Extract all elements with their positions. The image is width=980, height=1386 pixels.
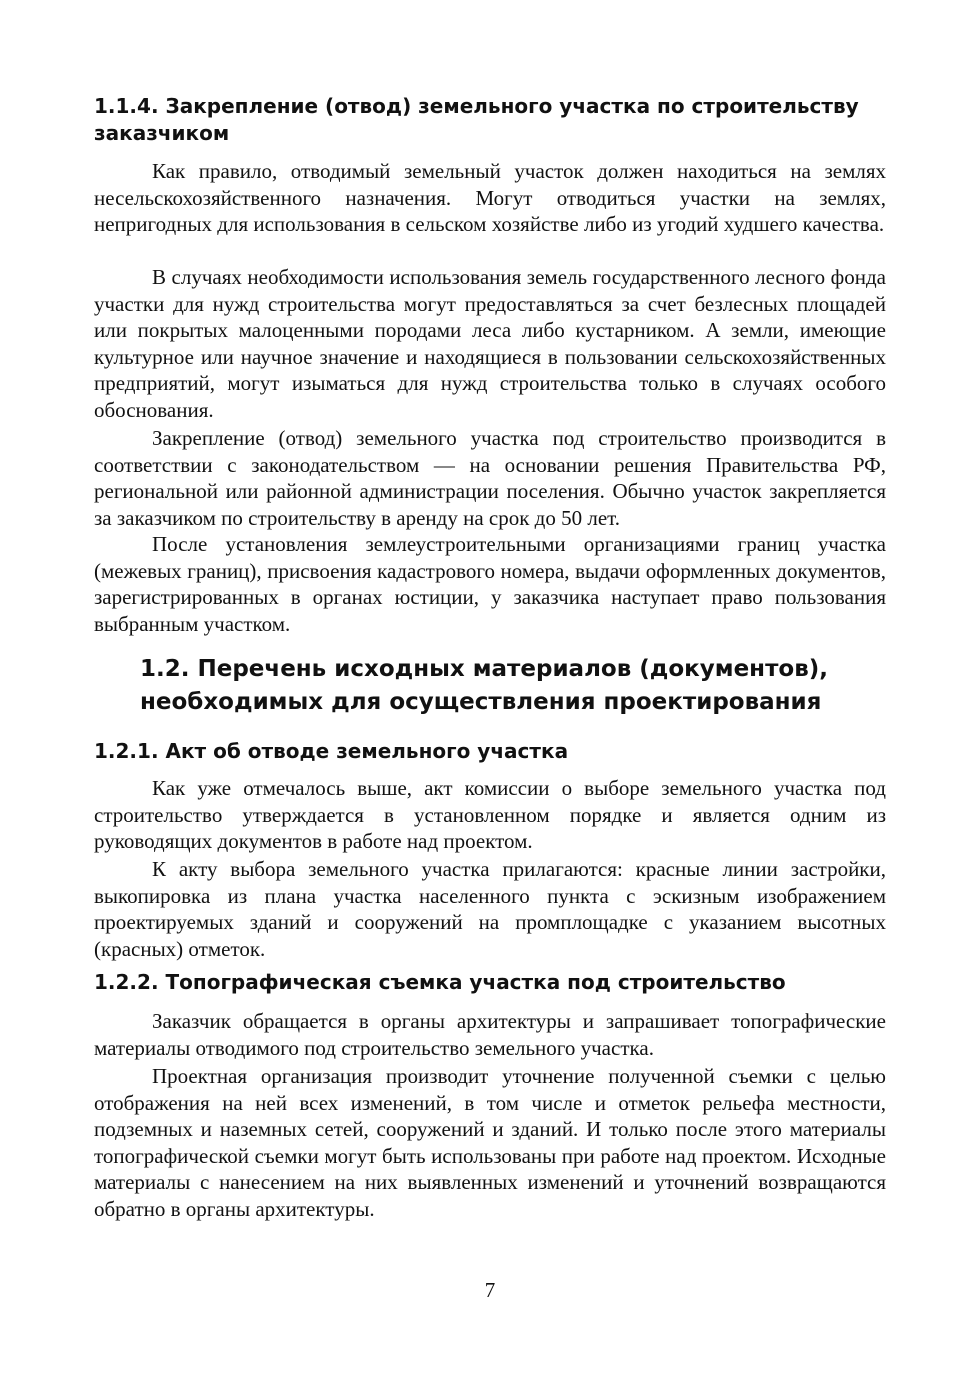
paragraph: После установления землеустроительными организациями границ участка (межевых границ), присвоения кадастрового номера, выдачи оформленных документов, зарегистрированных в органах юстиции, у заказчика наступает право пользования выбранным участком. (94, 532, 886, 636)
paragraph: Как уже отмечалось выше, акт комиссии о выборе земельного участка под строительство утверждается в установленном порядке и является одним из руководящих документов в работе над проектом. (94, 776, 886, 853)
heading-1-2-2: 1.2.2. Топографическая съемка участка под строительство (94, 970, 786, 994)
heading-1-1-4: 1.1.4. Закрепление (отвод) земельного участка по строительству заказчиком (94, 94, 859, 145)
paragraph: Заказчик обращается в органы архитектуры и запрашивает топографические материалы отводимого под строительство земельного участка. (94, 1009, 886, 1060)
paragraph: К акту выбора земельного участка прилагаются: красные линии застройки, выкопировка из плана участка населенного пункта с эскизным изображением проектируемых зданий и сооружений на промплощадке с указанием высотных (красных) отметок. (94, 857, 886, 961)
paragraph: Как правило, отводимый земельный участок должен находиться на землях несельскохозяйственного назначения. Могут отводиться участки на землях, непригодных для использования в сельском хозяйстве либо из угодий худшего качества. (94, 159, 886, 236)
heading-1-2-1: 1.2.1. Акт об отводе земельного участка (94, 739, 569, 763)
heading-1-2: 1.2. Перечень исходных материалов (документов), необходимых для осуществления проектирования (140, 656, 829, 715)
paragraph: Закрепление (отвод) земельного участка под строительство производится в соответствии с законодательством — на основании решения Правительства РФ, региональной или районной администрации поселения. Обычно участок закрепляется за заказчиком по строительству в аренду на срок до 50 лет. (94, 426, 886, 530)
paragraph: В случаях необходимости использования земель государственного лесного фонда участки для нужд строительства могут предоставляться за счет безлесных площадей или покрытых малоценными породами леса либо кустарником. А земли, имеющие культурное или научное значение и находящиеся в пользовании сельскохозяйственных предприятий, могут изыматься для нужд строительства только в случаях особого обоснования. (94, 265, 886, 422)
page-number: 7 (484, 1278, 496, 1302)
paragraph: Проектная организация производит уточнение полученной съемки с целью отображения на ней всех изменений, в том числе и отметок рельефа местности, подземных и наземных сетей, сооружений и зданий. И только после этого материалы топографической съемки могут быть использованы при работе над проектом. Исходные материалы с нанесением на них выявленных изменений и уточнений возвращаются обратно в органы архитектуры. (94, 1064, 886, 1221)
